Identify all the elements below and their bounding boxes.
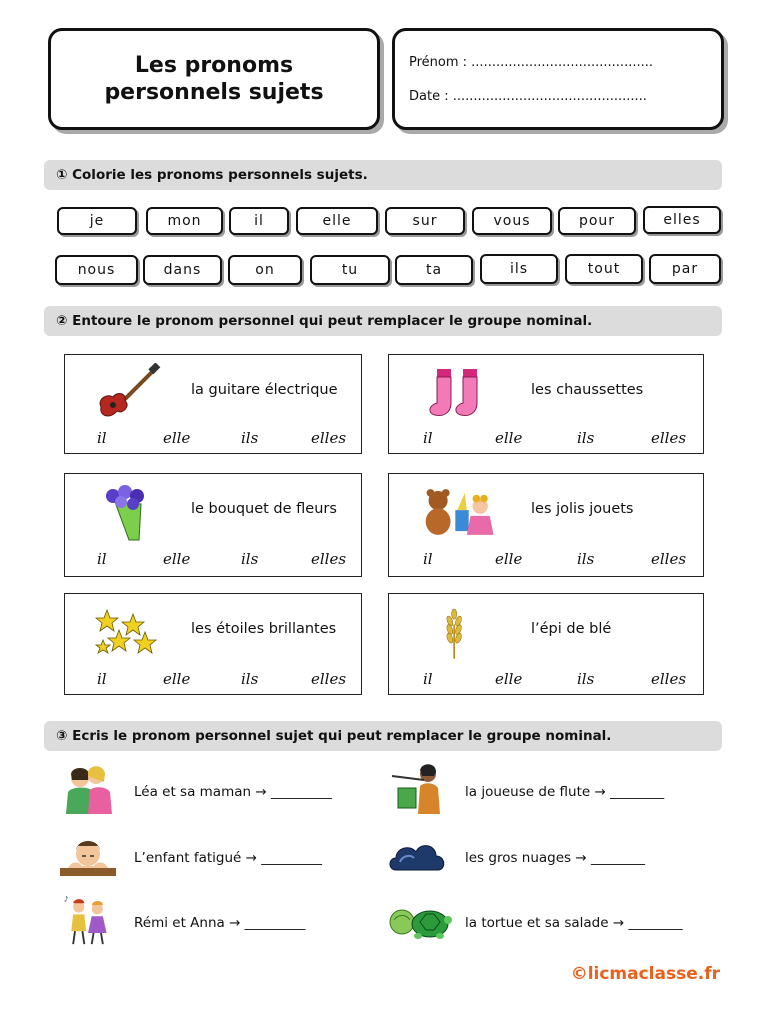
word-chip[interactable]: sur [385, 207, 465, 235]
card-phrase: les chaussettes [531, 382, 644, 398]
option-elles[interactable]: elles [651, 429, 687, 447]
word-chip[interactable]: pour [558, 207, 636, 235]
option-elle[interactable]: elle [495, 550, 523, 568]
card-bouquet [64, 473, 362, 577]
option-ils[interactable]: ils [577, 429, 595, 447]
brand-logo[interactable]: ©licmaclasse.fr [570, 964, 720, 984]
word-chip[interactable]: tu [310, 255, 390, 285]
option-elles[interactable]: elles [311, 429, 347, 447]
dancing-children-icon [58, 894, 118, 946]
card-phrase: les étoiles brillantes [191, 621, 337, 637]
name-date-box [392, 28, 724, 130]
option-elle[interactable]: elle [163, 429, 191, 447]
option-il[interactable]: il [97, 550, 107, 568]
option-ils[interactable]: ils [241, 550, 259, 568]
word-chip[interactable]: nous [55, 255, 138, 285]
option-ils[interactable]: ils [577, 670, 595, 688]
word-chip[interactable]: vous [472, 207, 552, 235]
mother-daughter-icon [58, 762, 118, 814]
option-il[interactable]: il [423, 429, 433, 447]
option-il[interactable]: il [423, 550, 433, 568]
option-elle[interactable]: elle [163, 550, 191, 568]
card-guitar [64, 354, 362, 454]
card-socks [388, 354, 704, 454]
word-chip[interactable]: il [229, 207, 289, 235]
exercise-item[interactable]: Rémi et Anna → _________ [134, 915, 306, 931]
toys-icon [419, 482, 505, 542]
word-chip[interactable]: on [228, 255, 302, 285]
guitar-icon [93, 363, 163, 423]
turtle-icon [386, 898, 452, 950]
card-toys [388, 473, 704, 577]
exercise-item[interactable]: la joueuse de flute → ________ [465, 784, 665, 800]
word-chip[interactable]: elle [296, 207, 378, 235]
exercise-item[interactable]: L’enfant fatigué → _________ [134, 850, 322, 866]
word-chip[interactable]: je [57, 207, 137, 235]
option-elle[interactable]: elle [495, 429, 523, 447]
option-il[interactable]: il [97, 670, 107, 688]
card-wheat [388, 593, 704, 695]
option-elle[interactable]: elle [163, 670, 191, 688]
option-elles[interactable]: elles [311, 550, 347, 568]
wheat-icon [425, 598, 485, 668]
word-chip[interactable]: elles [643, 206, 721, 234]
cloud-icon [388, 832, 448, 884]
bouquet-icon [95, 482, 165, 542]
prenom-field[interactable]: Prénom : ............................................ [409, 55, 653, 70]
option-ils[interactable]: ils [241, 670, 259, 688]
word-chip[interactable]: ta [395, 255, 473, 285]
tired-child-icon [58, 832, 118, 884]
card-phrase: le bouquet de fleurs [191, 501, 337, 517]
word-chip[interactable]: tout [565, 254, 643, 284]
option-elle[interactable]: elle [495, 670, 523, 688]
card-phrase: l’épi de blé [531, 621, 612, 637]
word-chip[interactable]: par [649, 254, 721, 284]
exercise-item[interactable]: la tortue et sa salade → ________ [465, 915, 683, 931]
stars-icon [93, 602, 163, 662]
option-elles[interactable]: elles [651, 670, 687, 688]
card-phrase: les jolis jouets [531, 501, 634, 517]
page-title: Les pronoms personnels sujets [104, 53, 324, 105]
exercise-item[interactable]: Léa et sa maman → _________ [134, 784, 332, 800]
flute-player-icon [388, 762, 448, 814]
word-chip[interactable]: mon [146, 207, 223, 235]
title-box [48, 28, 380, 130]
section2-instruction: ② Entoure le pronom personnel qui peut remplacer le groupe nominal. [44, 306, 722, 336]
option-elles[interactable]: elles [651, 550, 687, 568]
section1-instruction: ① Colorie les pronoms personnels sujets. [44, 160, 722, 190]
socks-icon [423, 363, 493, 423]
card-phrase: la guitare électrique [191, 382, 338, 398]
date-field[interactable]: Date : ............................................... [409, 89, 647, 104]
word-chip[interactable]: dans [143, 255, 222, 285]
exercise-item[interactable]: les gros nuages → ________ [465, 850, 645, 866]
option-ils[interactable]: ils [241, 429, 259, 447]
word-chip[interactable]: ils [480, 254, 558, 284]
option-il[interactable]: il [97, 429, 107, 447]
card-stars [64, 593, 362, 695]
svg-text:♪: ♪ [63, 894, 69, 904]
option-elles[interactable]: elles [311, 670, 347, 688]
option-ils[interactable]: ils [577, 550, 595, 568]
section3-instruction: ③ Ecris le pronom personnel sujet qui peut remplacer le groupe nominal. [44, 721, 722, 751]
option-il[interactable]: il [423, 670, 433, 688]
